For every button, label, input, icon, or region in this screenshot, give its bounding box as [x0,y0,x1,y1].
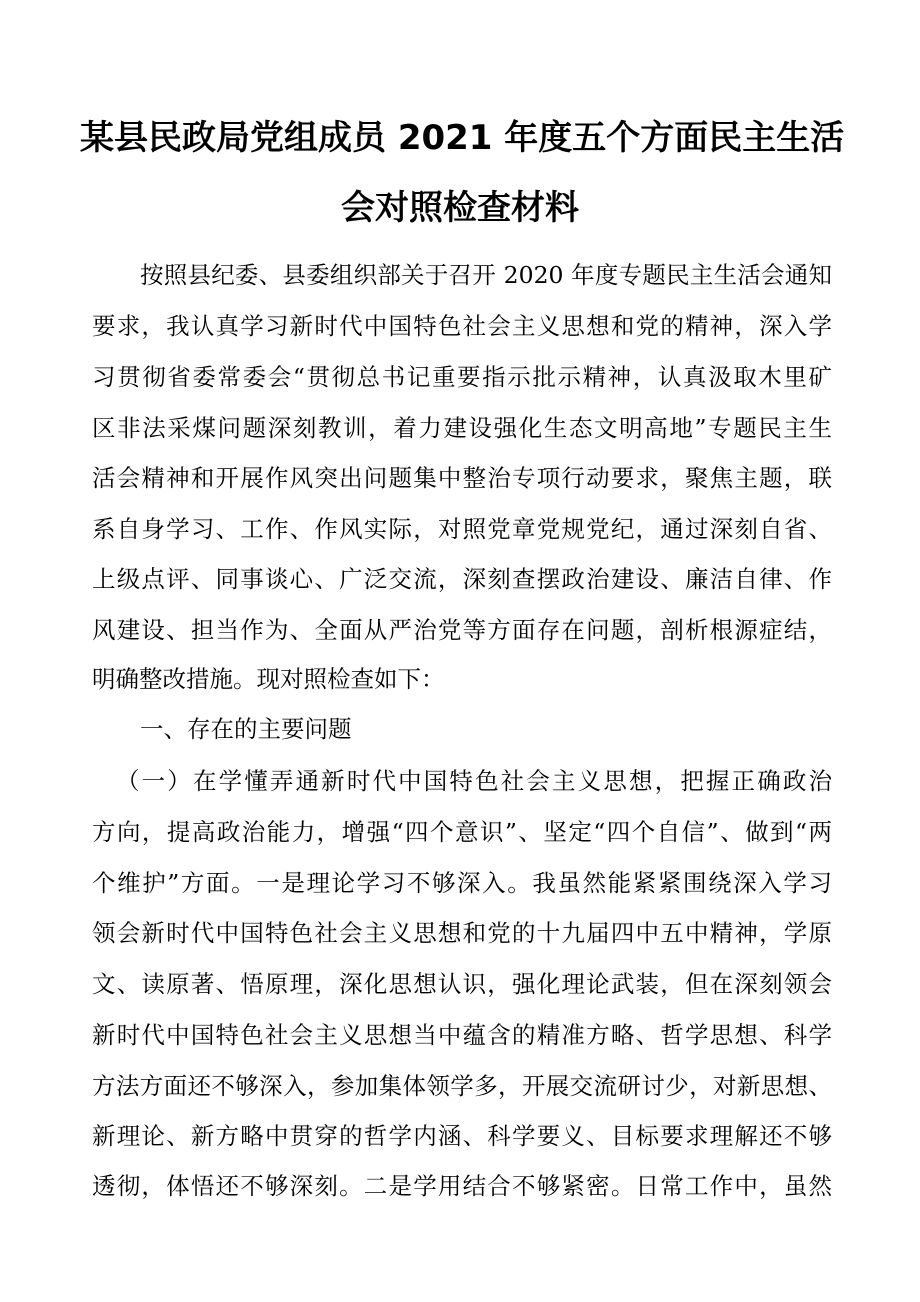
paragraph-line: （一）在学懂弄通新时代中国特色社会主义思想，把握正确政治 [116,767,832,795]
paragraph-line: 按照县纪委、县委组织部关于召开 2020 年度专题民主生活会通知 [140,261,832,289]
paragraph-line: 明确整改措施。现对照检查如下： [92,665,445,693]
paragraph-line: 上级点评、同事谈心、广泛交流，深刻查摆政治建设、廉洁自律、作 [92,565,832,593]
section-heading: 一、存在的主要问题 [140,715,352,743]
paragraph-line: 方向，提高政治能力，增强“四个意识”、坚定“四个自信”、做到“两 [92,818,832,846]
document-title-line-1: 某县民政局党组成员 2021 年度五个方面民主生活 [80,118,845,158]
paragraph-line: 系自身学习、工作、作风实际，对照党章党规党纪，通过深刻自省、 [92,515,832,543]
paragraph-line: 领会新时代中国特色社会主义思想和党的十九届四中五中精神，学原 [92,919,832,947]
paragraph-line: 透彻，体悟还不够深刻。二是学用结合不够紧密。日常工作中，虽然 [92,1172,832,1200]
paragraph-line: 活会精神和开展作风突出问题集中整治专项行动要求，聚焦主题，联 [92,464,832,492]
paragraph-line: 新时代中国特色社会主义思想当中蕴含的精准方略、哲学思想、科学 [92,1021,832,1049]
paragraph-line: 方法方面还不够深入，参加集体领学多，开展交流研讨少，对新思想、 [92,1072,832,1100]
paragraph-line: 新理论、新方略中贯穿的哲学内涵、科学要义、目标要求理解还不够 [92,1122,832,1150]
paragraph-line: 要求，我认真学习新时代中国特色社会主义思想和党的精神，深入学 [92,312,832,340]
paragraph-line: 习贯彻省委常委会“贯彻总书记重要指示批示精神，认真汲取木里矿 [92,363,832,391]
paragraph-line: 文、读原著、悟原理，深化思想认识，强化理论武装，但在深刻领会 [92,970,832,998]
document-title-line-2: 会对照检查材料 [341,188,579,228]
paragraph-line: 风建设、担当作为、全面从严治党等方面存在问题，剖析根源症结， [92,616,832,644]
paragraph-line: 区非法采煤问题深刻教训，着力建设强化生态文明高地”专题民主生 [92,414,832,442]
paragraph-line: 个维护”方面。一是理论学习不够深入。我虽然能紧紧围绕深入学习 [92,869,832,897]
